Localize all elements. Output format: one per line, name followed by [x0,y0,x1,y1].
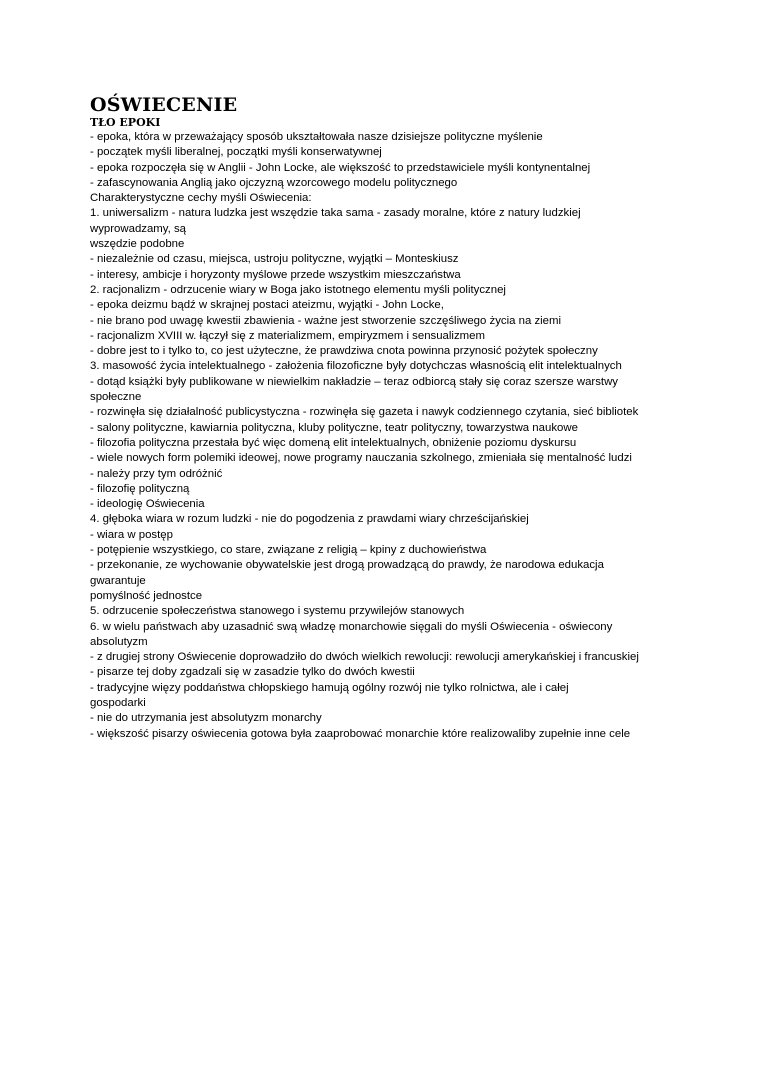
document-content [90,94,730,742]
text-line: - potępienie wszystkiego, co stare, związane z religią – kpiny z duchowieństwa [90,544,487,557]
text-line: 2. racjonalizm - odrzucenie wiary w Boga jako istotnego elementu myśli politycznej [90,283,506,296]
text-line: - ideologię Oświecenia [90,498,205,511]
text-line: - rozwinęła się działalność publicystyczna - rozwinęła się gazeta i nawyk codziennego czytania, sieć bibliotek [90,406,639,419]
text-line: pomyślność jednostce [90,589,203,602]
text-line: - interesy, ambicje i horyzonty myślowe przede wszystkim mieszczaństwa [90,268,461,281]
text-line: społeczne [90,391,142,404]
text-line: - wiara w postęp [90,528,173,541]
text-line: gwarantuje [90,574,146,587]
text-line: - filozofię polityczną [90,482,190,495]
text-line: absolutyzm [90,635,148,648]
text-line: 1. uniwersalizm - natura ludzka jest wszędzie taka sama - zasady moralne, które z natury ludzkiej [90,207,581,220]
text-line: Charakterystyczne cechy myśli Oświecenia: [90,192,312,205]
text-line: 5. odrzucenie społeczeństwa stanowego i systemu przywilejów stanowych [90,605,465,618]
document-title: OŚWIECENIE [90,94,238,116]
text-line: - salony polityczne, kawiarnia polityczna, kluby polityczne, teatr polityczny, towarzystwa naukowe [90,421,578,434]
text-line: - tradycyjne więzy poddaństwa chłopskiego hamują ogólny rozwój nie tylko rolnictwa, ale i całej [90,681,569,694]
text-line: - nie brano pod uwagę kwestii zbawienia - ważne jest stworzenie szczęśliwego życia na ziemi [90,314,562,327]
text-line: - przekonanie, ze wychowanie obywatelskie jest drogą prowadzącą do prawdy, że narodowa edukacja [90,559,604,572]
text-line: 3. masowość życia intelektualnego - założenia filozoficzne były dotychczas własnością elit intelektualnych [90,360,622,373]
text-line: - wiele nowych form polemiki ideowej, nowe programy nauczania szkolnego, zmieniała się mentalność ludzi [90,452,632,465]
text-line: - pisarze tej doby zgadzali się w zasadzie tylko do dwóch kwestii [90,666,415,679]
text-line: - filozofia polityczna przestała być więc domeną elit intelektualnych, obniżenie poziomu dyskursu [90,436,577,449]
text-line: - początek myśli liberalnej, początki myśli konserwatywnej [90,146,382,159]
text-line: - większość pisarzy oświecenia gotowa była zaaprobować monarchie które realizowaliby zupełnie inne cele [90,727,631,740]
text-line: - epoka deizmu bądź w skrajnej postaci ateizmu, wyjątki - John Locke, [90,299,444,312]
text-line: - należy przy tym odróżnić [90,467,223,480]
text-line: - dobre jest to i tylko to, co jest użyteczne, że prawdziwa cnota powinna przynosić pożytek społeczny [90,345,598,358]
text-line: - racjonalizm XVIII w. łączył się z materializmem, empiryzmem i sensualizmem [90,329,485,342]
text-line: - z drugiej strony Oświecenie doprowadziło do dwóch wielkich rewolucji: rewolucji amerykańskiej i francuskiej [90,651,639,664]
text-line: - epoka, która w przeważający sposób ukształtowała nasze dzisiejsze polityczne myślenie [90,131,543,143]
section-heading: TŁO EPOKI [90,116,161,129]
text-line: - zafascynowania Anglią jako ojczyzną wzorcowego modelu politycznego [90,176,458,189]
text-line: gospodarki [90,696,146,709]
text-line: wszędzie podobne [90,238,185,251]
text-line: - nie do utrzymania jest absolutyzm monarchy [90,712,322,725]
text-line: 4. głęboka wiara w rozum ludzki - nie do pogodzenia z prawdami wiary chrześcijańskiej [90,513,529,526]
text-line: - epoka rozpoczęła się w Anglii - John Locke, ale większość to przedstawiciele myśli kontynentalnej [90,161,591,174]
text-line: 6. w wielu państwach aby uzasadnić swą władzę monarchowie sięgali do myśli Oświecenia - oświecony [90,620,613,633]
body-text-block [90,130,730,742]
text-line: wyprowadzamy, są [90,222,187,235]
text-line: - dotąd książki były publikowane w niewielkim nakładzie – teraz odbiorcą stały się coraz szersze warstwy [90,375,618,388]
text-line: - niezależnie od czasu, miejsca, ustroju polityczne, wyjątki – Monteskiusz [90,253,459,266]
